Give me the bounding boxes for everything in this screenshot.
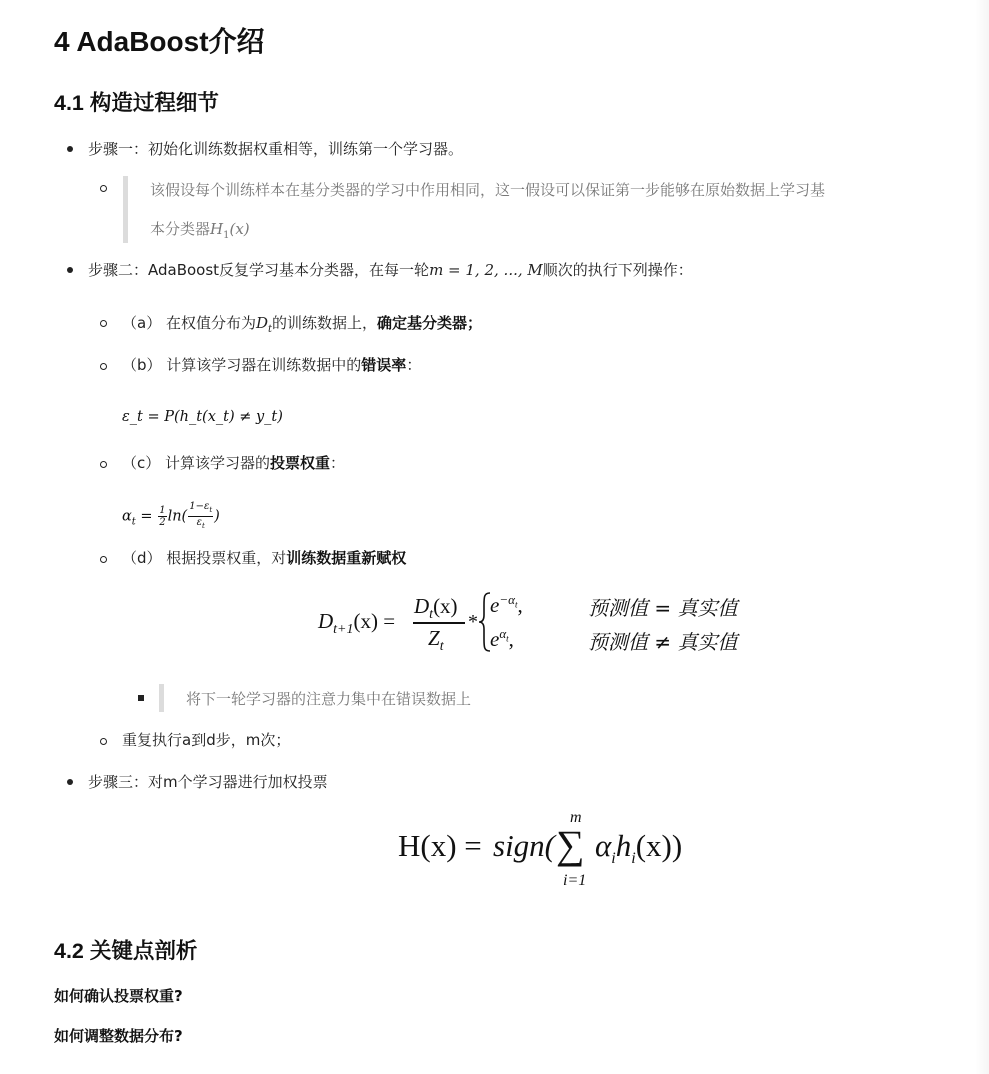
update-lhs-arg: (x) = (353, 609, 396, 633)
case-two-exp-sub: t (506, 633, 509, 644)
half-numerator: 1 (159, 505, 166, 516)
sub-a-middle: 的训练数据上， (272, 314, 378, 332)
quote-line-2-prefix: 本分类器 (150, 220, 211, 238)
case-two-expression (490, 626, 514, 652)
bullet-circle (100, 320, 107, 327)
numerator-arg: (x) (433, 594, 458, 618)
bullet-circle (100, 185, 107, 192)
case-one-expression (490, 592, 523, 618)
half-denominator: 2 (159, 517, 166, 528)
case-two-exp: α (499, 626, 507, 641)
quote-line-1: 该假设每个训练样本在基分类器的学习中作用相同，这一假设可以保证第一步能够在原始数据上学习基 (150, 181, 826, 199)
final-formula-body (595, 828, 682, 868)
half-fraction (158, 505, 166, 528)
error-fraction (188, 501, 213, 532)
equals-sign: = (135, 508, 158, 525)
math-sub-t: t (268, 324, 273, 335)
step-two-math: m = 1, 2, ..., M (429, 261, 543, 279)
update-fraction-line (413, 622, 465, 624)
num-sub: t (209, 506, 213, 514)
bullet-dot (67, 146, 73, 152)
sub-c-suffix: ： (330, 454, 346, 472)
step-two-prefix: 步骤二：AdaBoost反复学习基本分类器，在每一轮 (88, 261, 430, 279)
question-data-distribution: 如何调整数据分布? (54, 1027, 183, 1045)
final-arg: (x)) (635, 828, 683, 863)
math-h: H (210, 220, 224, 238)
sub-d-text (122, 548, 406, 568)
sum-lower-limit: i=1 (563, 872, 587, 889)
sum-symbol-icon: ∑ (556, 822, 585, 867)
error-rate-formula: ε_t = P(h_t(x_t) ≠ y_t) (122, 409, 283, 425)
close-paren: ) (214, 508, 220, 525)
bullet-circle (100, 363, 107, 370)
step-one-text: 步骤一：初始化训练数据权重相等，训练第一个学习器。 (88, 140, 464, 158)
quote-attention-text: 将下一轮学习器的注意力集中在错误数据上 (186, 690, 472, 708)
den-sub: t (201, 522, 205, 530)
step-two-suffix: 顺次的执行下列操作： (542, 261, 693, 279)
alpha-symbol: α (122, 508, 132, 525)
update-lhs-sub: t+1 (333, 622, 354, 638)
math-arg-x: (x) (229, 220, 250, 238)
final-alpha: α (595, 828, 612, 863)
numerator-sub: t (429, 607, 434, 623)
sub-c-text (122, 453, 345, 473)
alpha-sub: t (131, 516, 136, 528)
blockquote-bar (159, 684, 164, 712)
sub-d-bold: 训练数据重新赋权 (286, 549, 407, 567)
sub-d-prefix: （d） 根据投票权重，对 (122, 549, 287, 567)
bullet-circle (100, 461, 107, 468)
sub-b-prefix: （b） 计算该学习器在训练数据中的 (122, 356, 362, 374)
sub-a-bold: 确定基分类器； (377, 314, 483, 332)
math-dt (255, 314, 273, 335)
sub-b-bold: 错误率 (361, 356, 407, 374)
bullet-circle (100, 556, 107, 563)
numerator-d: D (414, 594, 430, 618)
sub-c-prefix: （c） 计算该学习器的 (122, 454, 271, 472)
section-heading-4-2: 4.2 关键点剖析 (54, 939, 198, 963)
quote-line-2 (150, 218, 250, 241)
case-one-exp-sub: t (514, 599, 518, 610)
sum-upper-limit: m (570, 809, 582, 826)
case-two-condition: 预测值 ≠ 真实值 (588, 630, 738, 654)
case-one-exp: −α (499, 592, 515, 607)
sub-a-prefix: （a） 在权值分布为 (122, 314, 256, 332)
vote-weight-formula (122, 501, 220, 532)
sub-a-text (122, 313, 482, 340)
ln-function: ln( (167, 508, 188, 525)
math-sub-1: 1 (223, 230, 230, 241)
case-two-base: e (490, 627, 500, 651)
case-one-comma: , (517, 593, 523, 617)
math-h1 (210, 220, 250, 241)
bullet-square (138, 695, 144, 701)
update-lhs (318, 609, 395, 638)
denominator-z: Z (428, 626, 440, 650)
final-formula-lhs: H(x) = (398, 828, 482, 863)
step-two-text (88, 260, 693, 280)
case-one-base: e (490, 593, 500, 617)
final-alpha-sub: i (611, 850, 616, 868)
bullet-dot (67, 267, 73, 273)
bullet-dot (67, 779, 73, 785)
error-fraction-denominator (197, 517, 205, 532)
update-lhs-d: D (318, 609, 334, 633)
final-h: h (615, 828, 632, 863)
update-star: * (468, 611, 478, 633)
page-edge-shadow (975, 0, 989, 1074)
error-fraction-numerator (188, 501, 213, 517)
math-d: D (255, 314, 268, 332)
case-two-comma: , (508, 627, 514, 651)
section-heading-4-1: 4.1 构造过程细节 (54, 91, 219, 115)
update-denominator (428, 626, 444, 655)
step-three-text: 步骤三：对m个学习器进行加权投票 (88, 773, 328, 791)
sub-b-suffix: ： (406, 356, 422, 374)
blockquote-bar (123, 176, 128, 243)
repeat-text: 重复执行a到d步，m次； (122, 731, 291, 749)
bullet-circle (100, 738, 107, 745)
main-heading: 4 AdaBoost介绍 (54, 26, 265, 57)
num-text: 1−ε (189, 501, 210, 512)
update-numerator (414, 594, 458, 623)
sub-b-text (122, 355, 421, 375)
final-formula-sign: sign( (493, 828, 555, 863)
denominator-sub: t (439, 639, 444, 655)
final-h-sub: i (631, 850, 636, 868)
sub-c-bold: 投票权重 (270, 454, 331, 472)
den-text: ε (196, 517, 202, 528)
question-vote-weight: 如何确认投票权重? (54, 987, 183, 1005)
case-one-condition: 预测值 = 真实值 (588, 596, 738, 620)
